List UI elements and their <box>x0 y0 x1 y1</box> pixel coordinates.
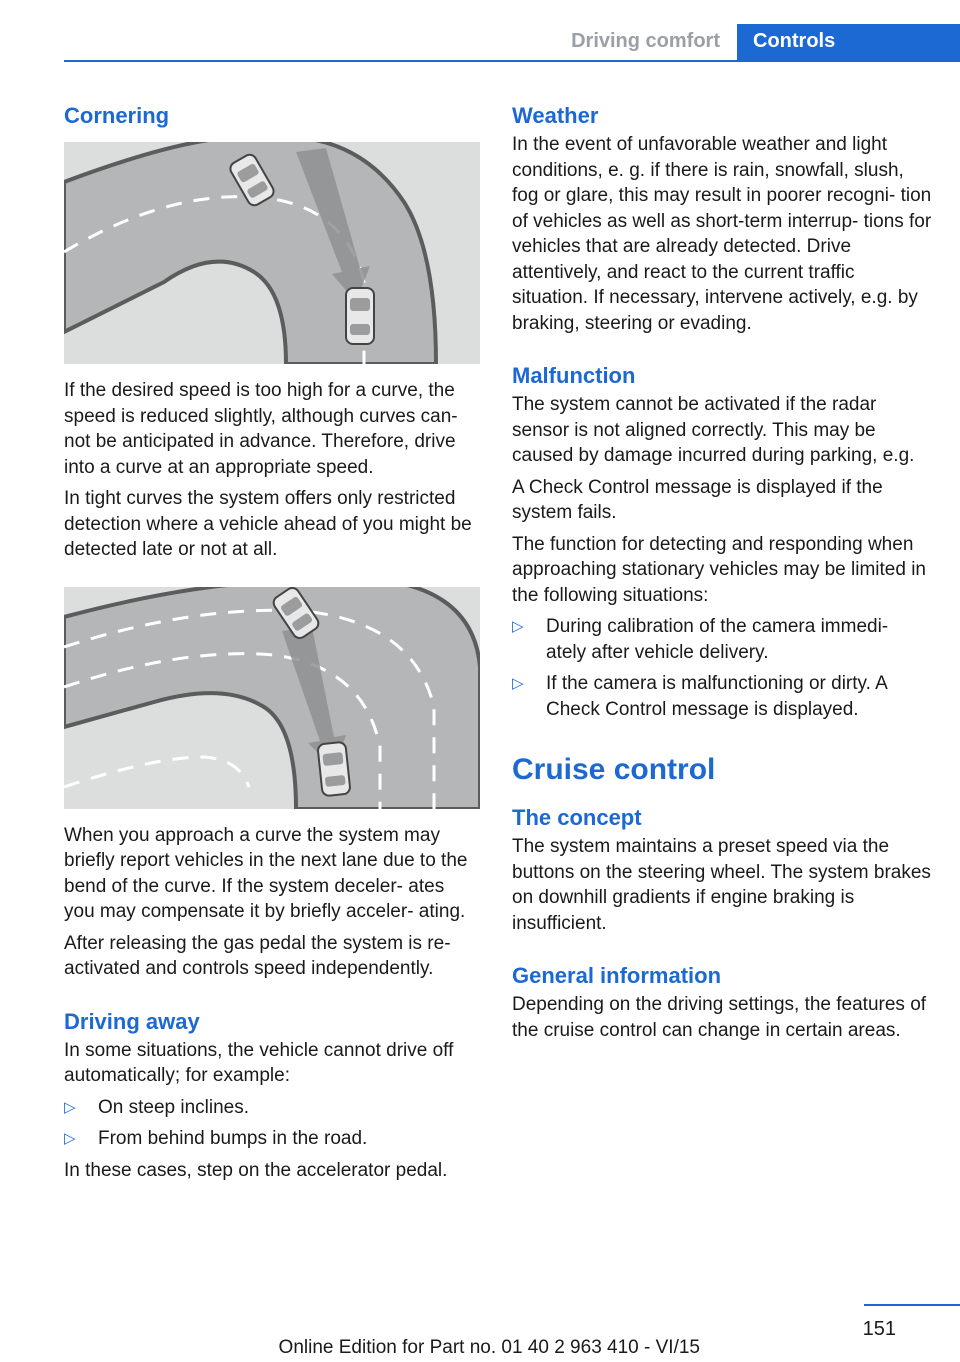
heading-the-concept: The concept <box>512 805 642 830</box>
right-column <box>512 100 932 1049</box>
cornering-illustration-2 <box>64 587 480 809</box>
page-header <box>0 0 960 62</box>
list-item: ▷ If the camera is malfunctioning or dirty. A Check Control message is displayed. <box>512 673 887 720</box>
page-number: 151 <box>862 1318 896 1340</box>
list-item: ▷ From behind bumps in the road. <box>64 1126 480 1152</box>
cornering-paragraph-2: In tight curves the system offers only restricted detection where a vehicle ahead of you might be detected late or not at all. <box>64 488 472 560</box>
malfunction-paragraph-1: The system cannot be activated if the radar sensor is not aligned correctly. This may be caused by damage incurred during parking, e.g. <box>512 394 915 466</box>
list-item: ▷ During calibration of the camera immedi- ately after vehicle delivery. <box>512 616 889 663</box>
driving-away-outro: In these cases, step on the accelerator pedal. <box>64 1159 448 1181</box>
cornering-paragraph-1: If the desired speed is too high for a curve, the speed is reduced slightly, although curves can- not be anticipated in advance. Therefore, drive into a curve at an appropriate speed. <box>64 380 458 478</box>
header-section-title: Driving comfort <box>571 30 720 52</box>
triangle-bullet-icon: ▷ <box>64 1098 76 1116</box>
malfunction-list <box>512 614 932 722</box>
concept-paragraph: The system maintains a preset speed via the buttons on the steering wheel. The system brakes on downhill gradients if engine braking is insufficient. <box>512 836 931 934</box>
weather-paragraph: In the event of unfavorable weather and light conditions, e. g. if there is rain, snowfall, slush, fog or glare, this may result in poorer recogni- tion of vehicles as well as short-term interrup- tions for vehicles that are already detected. Drive attentively, and react to the current traffic situation. If necessary, intervene actively, e.g. by braking, steering or evading. <box>512 134 932 334</box>
car-icon <box>346 288 374 344</box>
list-item: ▷ On steep inclines. <box>64 1095 480 1121</box>
heading-general-information: General information <box>512 963 722 988</box>
cornering-paragraph-4: After releasing the gas pedal the system is re- activated and controls speed independently. <box>64 932 451 979</box>
heading-cornering: Cornering <box>64 103 170 128</box>
two-lane-curve-illustration <box>64 587 480 809</box>
malfunction-paragraph-3: The function for detecting and responding when approaching stationary vehicles may be limited in the following situations: <box>512 533 926 606</box>
triangle-bullet-icon: ▷ <box>64 1130 76 1147</box>
edition-footer: Online Edition for Part no. 01 40 2 963 410 - VI/15 <box>278 1337 700 1358</box>
heading-malfunction: Malfunction <box>512 363 636 388</box>
car-icon <box>317 741 350 796</box>
header-rule <box>64 60 960 62</box>
triangle-bullet-icon: ▷ <box>512 675 524 692</box>
malfunction-paragraph-2: A Check Control message is displayed if the system fails. <box>512 476 883 523</box>
driving-away-list <box>64 1095 480 1152</box>
left-column <box>64 100 480 1189</box>
cornering-illustration-1 <box>64 142 480 364</box>
driving-away-intro: In some situations, the vehicle cannot drive off automatically; for example: <box>64 1039 454 1086</box>
general-information-paragraph: Depending on the driving settings, the features of the cruise control can change in certain areas. <box>512 994 927 1041</box>
header-chapter-tab: Controls <box>737 24 960 62</box>
cornering-paragraph-3: When you approach a curve the system may briefly report vehicles in the next lane due to the bend of the curve. If the system deceler- ates you may compensate it by briefly acceler- ating. <box>64 824 468 922</box>
heading-driving-away: Driving away <box>64 1008 200 1034</box>
heading-weather: Weather <box>512 103 599 128</box>
footer-rule <box>864 1304 960 1306</box>
heading-cruise-control: Cruise control <box>512 753 716 786</box>
curve-road-illustration <box>64 142 480 364</box>
triangle-bullet-icon: ▷ <box>512 618 524 635</box>
